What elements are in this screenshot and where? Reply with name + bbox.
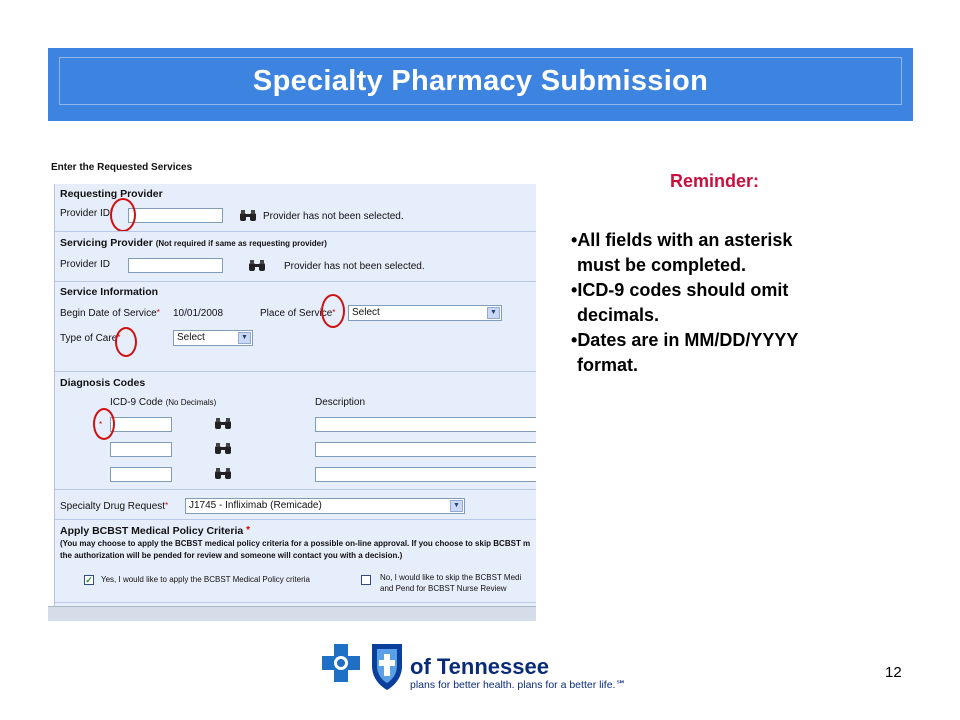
required-asterisk: *	[156, 308, 160, 317]
reminder-item: •ICD-9 codes should omit decimals.	[571, 278, 901, 328]
reminder-item-line2: format.	[577, 355, 639, 375]
begin-date-label	[60, 308, 160, 319]
specialty-drug-selected: J1745 - Infliximab (Remicade)	[189, 500, 322, 511]
logo-tagline: plans for better health. plans for a better life.℠	[410, 679, 627, 691]
screenshot-bottom-bar	[48, 606, 536, 621]
icd9-code-input[interactable]	[110, 467, 172, 482]
icd9-code-label: ICD-9 Code	[110, 397, 163, 408]
skip-policy-option-line2: and Pend for BCBST Nurse Review	[380, 584, 507, 593]
begin-date-value[interactable]: 10/01/2008	[173, 308, 224, 319]
place-of-service-select[interactable]	[348, 305, 502, 321]
section-divider	[55, 281, 536, 282]
binoculars-search-icon[interactable]	[214, 468, 232, 480]
diagnosis-codes-title: Diagnosis Codes	[60, 377, 146, 389]
reminder-item: •Dates are in MM/DD/YYYY format.	[571, 328, 901, 378]
icd9-code-header	[110, 397, 216, 408]
highlight-circle	[115, 327, 137, 357]
requesting-provider-id-input[interactable]	[128, 208, 223, 223]
reminder-item-line2: decimals.	[577, 305, 660, 325]
apply-policy-option-label: Yes, I would like to apply the BCBST Medical Policy criteria	[101, 575, 310, 584]
servicing-provider-status: Provider has not been selected.	[284, 261, 425, 272]
required-asterisk: *	[117, 333, 121, 342]
reminder-item-line1: ICD-9 codes should omit	[577, 280, 789, 300]
servicing-provider-id-input[interactable]	[128, 258, 223, 273]
service-information-title: Service Information	[60, 286, 159, 298]
servicing-provider-title-text: Servicing Provider	[60, 237, 153, 249]
icd9-code-input[interactable]	[110, 417, 172, 432]
icd9-code-input[interactable]	[110, 442, 172, 457]
form-screenshot	[48, 158, 536, 621]
section-divider	[55, 231, 536, 232]
place-of-service-label-text: Place of Service	[260, 308, 333, 319]
type-of-care-label-text: Type of Care	[60, 333, 118, 344]
type-of-care-label	[60, 333, 120, 344]
specialty-drug-label	[60, 501, 168, 512]
type-of-care-select[interactable]	[173, 330, 253, 346]
chevron-down-icon[interactable]: ▼	[487, 307, 500, 319]
section-divider	[55, 519, 536, 520]
blue-cross-icon	[322, 644, 360, 682]
policy-criteria-title-text: Apply BCBST Medical Policy Criteria	[60, 525, 244, 537]
reminder-item-line1: Dates are in MM/DD/YYYY	[577, 330, 799, 350]
requesting-provider-status: Provider has not been selected.	[263, 211, 404, 222]
policy-criteria-title	[60, 525, 250, 537]
binoculars-search-icon[interactable]	[248, 260, 266, 272]
required-asterisk: *	[99, 420, 103, 429]
place-of-service-selected: Select	[352, 307, 380, 318]
required-asterisk: *	[332, 308, 336, 317]
highlight-circle	[93, 408, 115, 440]
policy-note-line2: the authorization will be pended for review and someone will contact you with a decision.)	[60, 551, 403, 560]
binoculars-search-icon[interactable]	[214, 443, 232, 455]
type-of-care-selected: Select	[177, 332, 205, 343]
reminder-item-line1: All fields with an asterisk	[577, 230, 793, 250]
required-asterisk: *	[165, 501, 169, 510]
page-number: 12	[885, 664, 902, 681]
skip-policy-checkbox[interactable]	[361, 575, 371, 585]
reminder-title: Reminder:	[670, 171, 760, 191]
form-header: Enter the Requested Services	[51, 162, 193, 173]
chevron-down-icon[interactable]: ▼	[450, 500, 463, 512]
chevron-down-icon[interactable]: ▼	[238, 332, 251, 344]
required-asterisk: *	[246, 525, 251, 536]
requesting-provider-id-label	[60, 208, 113, 219]
title-banner	[48, 48, 913, 121]
blue-shield-icon	[372, 644, 402, 690]
icd9-code-note: (No Decimals)	[165, 398, 217, 407]
description-input[interactable]	[315, 417, 536, 432]
section-divider	[55, 371, 536, 372]
required-asterisk: *	[110, 208, 114, 217]
title-frame	[59, 57, 902, 105]
specialty-drug-label-text: Specialty Drug Request	[60, 501, 166, 512]
highlight-circle	[110, 198, 136, 232]
provider-id-label-text: Provider ID	[60, 208, 111, 219]
section-divider	[55, 602, 536, 603]
description-input[interactable]	[315, 467, 536, 482]
slide-title: Specialty Pharmacy Submission	[252, 64, 709, 97]
servicing-provider-note: (Not required if same as requesting provider)	[155, 239, 327, 248]
specialty-drug-select[interactable]	[185, 498, 465, 514]
highlight-circle	[321, 294, 345, 328]
form-panel	[54, 184, 536, 607]
begin-date-label-text: Begin Date of Service	[60, 308, 157, 319]
requesting-provider-title: Requesting Provider	[60, 188, 163, 200]
section-divider	[55, 489, 536, 490]
logo-wordmark: of Tennessee	[410, 654, 549, 679]
reminder-item-line2: must be completed.	[577, 255, 747, 275]
servicing-provider-id-label: Provider ID	[60, 259, 111, 270]
skip-policy-option-line1: No, I would like to skip the BCBST Medi	[380, 573, 522, 582]
servicing-provider-title	[60, 237, 327, 249]
reminder-item: •All fields with an asterisk must be completed.	[571, 228, 901, 278]
reminder-list	[571, 228, 901, 378]
policy-note-line1: (You may choose to apply the BCBST medical policy criteria for a possible on-line approval. If you choose to skip BCBST m	[60, 539, 531, 548]
apply-policy-checkbox[interactable]: ✓	[85, 575, 93, 585]
binoculars-search-icon[interactable]	[214, 418, 232, 430]
binoculars-search-icon[interactable]	[239, 210, 257, 222]
description-input[interactable]	[315, 442, 536, 457]
description-header: Description	[315, 397, 366, 408]
